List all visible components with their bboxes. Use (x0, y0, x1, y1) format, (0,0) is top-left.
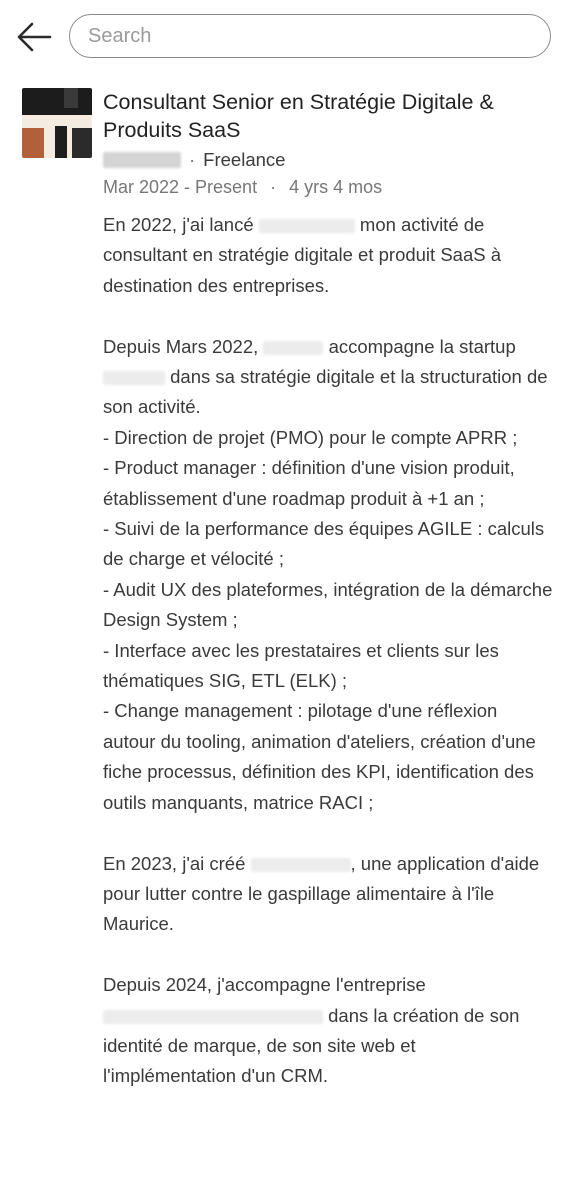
redacted-text (259, 219, 355, 233)
search-input[interactable] (69, 14, 551, 58)
company-line (103, 146, 553, 174)
description-bullet: - Audit UX des plateformes, intégration de la démarche Design System ; (103, 578, 553, 631)
redacted-text (103, 371, 165, 385)
employment-type: Freelance (203, 149, 286, 170)
redacted-text (103, 1010, 323, 1024)
description-paragraph: En 2023, j'ai créé , une application d'aide pour lutter contre le gaspillage alimentaire à l'île Maurice. (103, 852, 540, 935)
duration: 4 yrs 4 mos (289, 177, 383, 197)
redacted-text (251, 858, 351, 872)
description-bullet: - Product manager : définition d'une vision produit, établissement d'une roadmap produit à +1 an ; (103, 457, 515, 509)
experience-entry (103, 88, 553, 1092)
redacted-text (263, 341, 323, 355)
description-bullet: - Change management : pilotage d'une réflexion autour du tooling, animation d'ateliers, création d'une fiche processus, définition des KPI, identification des outils manquants, matrice RACI ; (103, 700, 536, 813)
company-logo (22, 88, 92, 158)
description-paragraph: Depuis Mars 2022, accompagne la startup dans sa stratégie digitale et la structuration de son activité. (103, 335, 548, 418)
description-bullet: - Suivi de la performance des équipes AGILE : calculs de charge et vélocité ; (103, 518, 545, 570)
separator-dot: · (270, 177, 277, 197)
date-line (103, 174, 553, 200)
redacted-company-name (103, 152, 181, 168)
description-bullet: - Interface avec les prestataires et clients sur les thématiques SIG, ETL (ELK) ; (103, 639, 499, 692)
job-title: Consultant Senior en Stratégie Digitale & Produits SaaS (103, 90, 494, 142)
date-range: Mar 2022 - Present (103, 177, 258, 197)
description-paragraph: En 2022, j'ai lancé mon activité de consultant en stratégie digitale et produit SaaS à destination des entreprises. (103, 214, 502, 296)
separator-dot: · (189, 149, 196, 170)
back-button[interactable] (16, 20, 52, 54)
description-bullet: - Direction de projet (PMO) pour le compte APRR ; (103, 426, 518, 448)
top-bar (0, 0, 565, 76)
arrow-left-icon (16, 20, 52, 54)
description-paragraph: Depuis 2024, j'accompagne l'entreprise dans la création de son identité de marque, de son site web et l'implémentation d'un CRM. (103, 974, 520, 1087)
job-description (103, 210, 553, 1092)
